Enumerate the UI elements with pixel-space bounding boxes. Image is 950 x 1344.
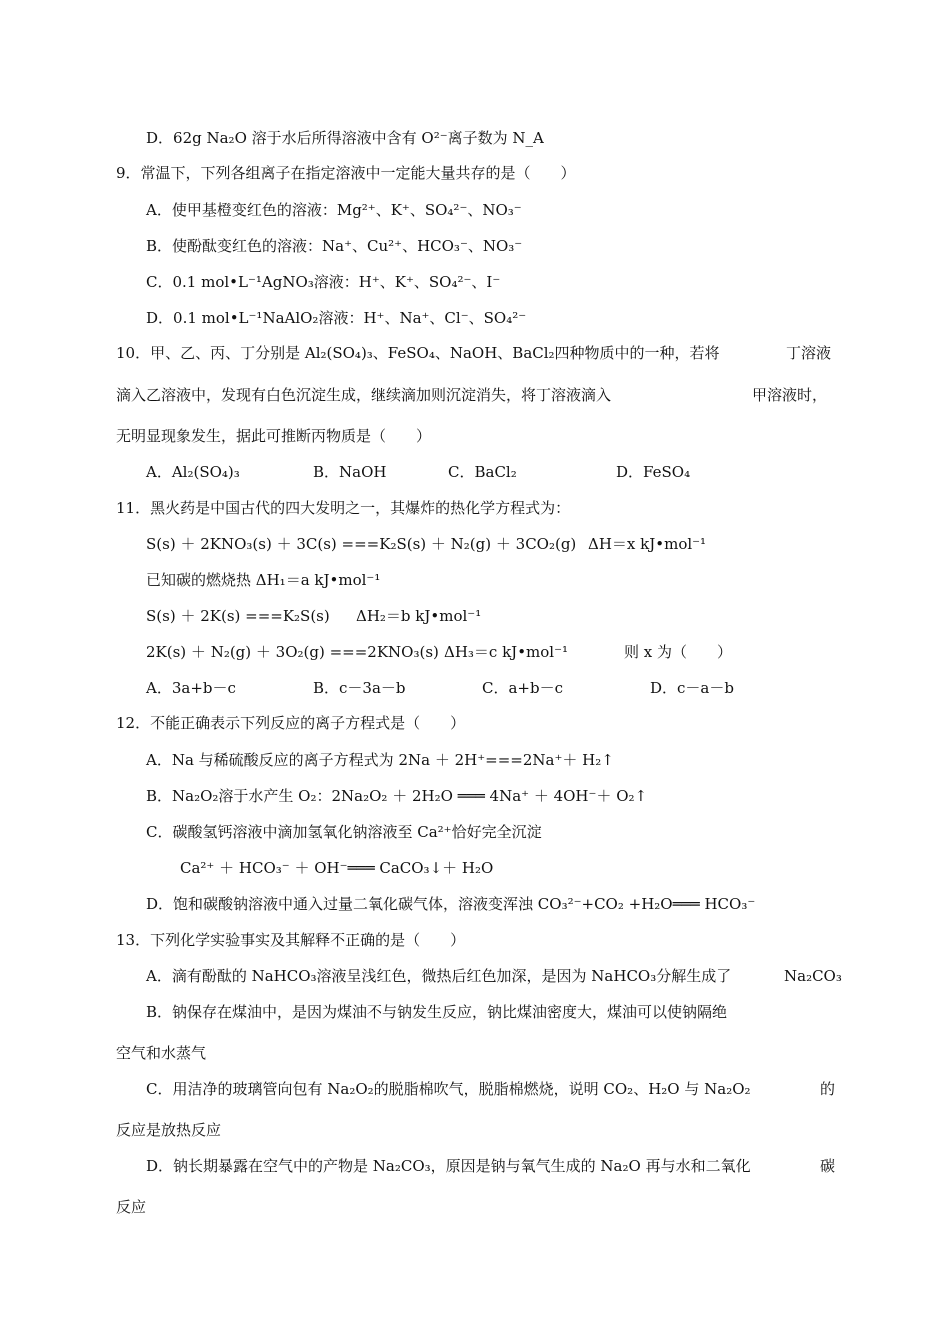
q11-equation-4: 2K(s) ＋ N₂(g) ＋ 3O₂(g) ===2KNO₃(s) [146, 643, 439, 661]
q10-stem-line1: 10．甲、乙、丙、丁分别是 Al₂(SO₄)₃、FeSO₄、NaOH、BaCl₂四种物质中的一种，若将 [116, 344, 720, 362]
q13-option-d-end: 碳 [820, 1157, 836, 1175]
q12-option-d: D．饱和碳酸钠溶液中通入过量二氧化碳气体，溶液变浑浊 CO₃²⁻+CO₂ +H₂O═══ HCO₃⁻ [146, 895, 756, 913]
q10-stem-line1-end: 丁溶液 [786, 344, 832, 362]
q11-stem: 11．黑火药是中国古代的四大发明之一，其爆炸的热化学方程式为： [116, 499, 571, 517]
q11-question: 则 x 为（ ） [624, 643, 732, 661]
q12-option-a: A．Na 与稀硫酸反应的离子方程式为 2Na ＋ 2H⁺===2Na⁺＋ H₂↑ [146, 751, 614, 769]
q13-option-c-end: 的 [820, 1080, 836, 1098]
q12-option-b: B．Na₂O₂溶于水产生 O₂：2Na₂O₂ ＋ 2H₂O ═══ 4Na⁺ ＋ 4OH⁻＋ O₂↑ [146, 787, 648, 805]
q13-stem: 13．下列化学实验事实及其解释不正确的是（ ） [116, 931, 466, 949]
q13-option-d-line2: 反应 [116, 1198, 147, 1216]
q9-option-c: C．0.1 mol•L⁻¹AgNO₃溶液：H⁺、K⁺、SO₄²⁻、I⁻ [146, 273, 501, 291]
q13-option-a-end: Na₂CO₃ [784, 967, 842, 985]
q11-equation-1: S(s) ＋ 2KNO₃(s) ＋ 3C(s) ===K₂S(s) ＋ N₂(g) ＋ 3CO₂(g) [146, 535, 577, 553]
q11-equation-3-enthalpy: ΔH₂＝b kJ•mol⁻¹ [356, 607, 482, 625]
q10-option-b: B．NaOH [313, 463, 387, 481]
q10-stem-line2: 滴入乙溶液中，发现有白色沉淀生成，继续滴加则沉淀消失，将丁溶液滴入 [116, 386, 612, 404]
q11-equation-1-enthalpy: ΔH＝x kJ•mol⁻¹ [588, 535, 707, 553]
q13-option-d: D．钠长期暴露在空气中的产物是 Na₂CO₃，原因是钠与氧气生成的 Na₂O 再与水和二氧化 [146, 1157, 751, 1175]
q13-option-c-line2: 反应是放热反应 [116, 1121, 222, 1139]
q9-option-b: B．使酚酞变红色的溶液：Na⁺、Cu²⁺、HCO₃⁻、NO₃⁻ [146, 237, 523, 255]
q12-option-c: C．碳酸氢钙溶液中滴加氢氧化钠溶液至 Ca²⁺恰好完全沉淀 [146, 823, 542, 841]
q10-option-d: D．FeSO₄ [616, 463, 691, 481]
q10-stem-line2-end: 甲溶液时， [752, 386, 828, 404]
q12-option-c-equation: Ca²⁺ ＋ HCO₃⁻ ＋ OH⁻═══ CaCO₃↓＋ H₂O [180, 859, 494, 877]
q11-option-c: C．a+b－c [482, 679, 563, 697]
q11-option-b: B．c－3a－b [313, 679, 406, 697]
q9-stem: 9．常温下，下列各组离子在指定溶液中一定能大量共存的是（ ） [116, 164, 576, 182]
q10-option-a: A．Al₂(SO₄)₃ [146, 463, 240, 481]
q9-option-d: D．0.1 mol•L⁻¹NaAlO₂溶液：H⁺、Na⁺、Cl⁻、SO₄²⁻ [146, 309, 527, 327]
q11-equation-3: S(s) ＋ 2K(s) ===K₂S(s) [146, 607, 330, 625]
q9-option-a: A．使甲基橙变红色的溶液：Mg²⁺、K⁺、SO₄²⁻、NO₃⁻ [146, 201, 522, 219]
q13-option-c: C．用洁净的玻璃管向包有 Na₂O₂的脱脂棉吹气，脱脂棉燃烧，说明 CO₂、H₂O 与 Na₂O₂ [146, 1080, 751, 1098]
q13-option-a: A．滴有酚酞的 NaHCO₃溶液呈浅红色，微热后红色加深，是因为 NaHCO₃分解生成了 [146, 967, 732, 985]
q11-option-d: D．c－a－b [650, 679, 734, 697]
q11-equation-4-enthalpy: ΔH₃＝c kJ•mol⁻¹ [444, 643, 569, 661]
q13-option-b: B．钠保存在煤油中，是因为煤油不与钠发生反应，钠比煤油密度大，煤油可以使钠隔绝 [146, 1003, 728, 1021]
q11-equation-2: 已知碳的燃烧热 ΔH₁＝a kJ•mol⁻¹ [146, 571, 381, 589]
q12-stem: 12．不能正确表示下列反应的离子方程式是（ ） [116, 714, 466, 732]
q13-option-b-line2: 空气和水蒸气 [116, 1044, 207, 1062]
q10-stem-line3: 无明显现象发生，据此可推断丙物质是（ ） [116, 427, 432, 445]
q8-option-d: D．62g Na₂O 溶于水后所得溶液中含有 O²⁻离子数为 N_A [146, 129, 544, 147]
q10-option-c: C．BaCl₂ [448, 463, 517, 481]
q11-option-a: A．3a+b－c [146, 679, 236, 697]
